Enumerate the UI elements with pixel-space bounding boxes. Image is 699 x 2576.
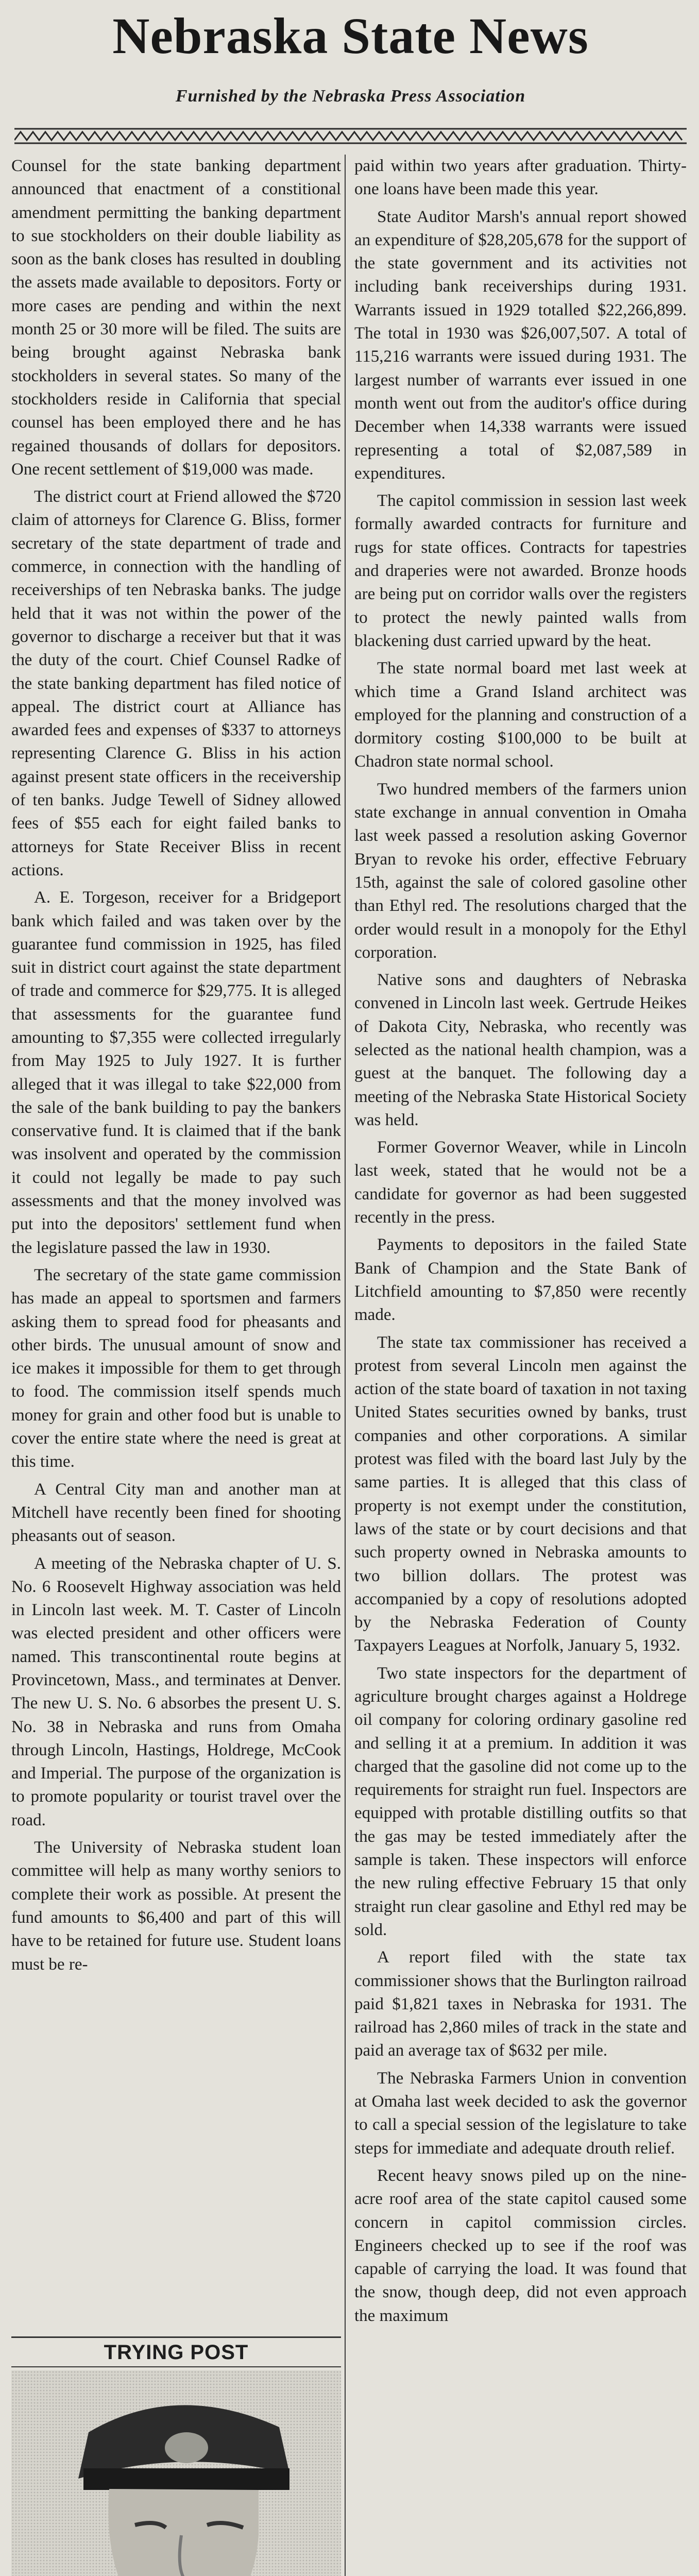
article-highway-association: A meeting of the Nebraska chapter of U. S. No. 6 Roosevelt Highway association was held in Lincoln last week. M. T. Caster of Lincoln was elected president and other officers were named. This transcontinental route begins at Provincetown, Mass., and terminates at Denver. The new U. S. No. 6 absorbes the present U. S. No. 38 in Nebraska and runs from Omaha through Lincoln, Hastings, Holdrege, McCook and Imperial. The purpose of the organization is to promote popularity or tourist travel over the road. xyxy=(11,1554,341,1829)
article-depositor-payments: Payments to depositors in the failed State Bank of Champion and the State Bank of Litchfield amounting to $7,850 were recently made. xyxy=(354,1235,687,1325)
article-gasoline-inspectors: Two state inspectors for the department of agriculture brought charges against a Holdrege oil company for coloring ordinary gasoline red and selling it at a premium. In addition it was charged that the gasoline did not come up to the requirements for straight run fuel. Inspectors are equipped with protable distilling outfits so that the gas may be tested immediately after the sample is taken. These inspectors will enforce the new ruling effective February 15 that only straight run clear gasoline and Ethyl red may be sold. xyxy=(354,1664,687,1939)
ornamental-border xyxy=(14,127,687,145)
article-loans-continued: paid within two years after graduation. Thirty-one loans have been made this year. xyxy=(354,157,687,199)
article-bliss-claim: The district court at Friend allowed the $720 claim of attorneys for Clarence G. Bliss, former secretary of the state department of trade and commerce, in connection with the handling of receiverships of ten Nebraska banks. The judge held that it was not within the power of the governor to discharge a receiver but that it was the duty of the court. Chief Counsel Radke of the state banking department has filed notice of appeal. The district court at Alliance has awarded fees and expenses of $337 to attorneys representing Clarence G. Bliss in his action against present state officers in the receivership of ten banks. Judge Tewell of Sidney allowed fees of $55 each for eight failed banks to attorneys for State Receiver Bliss in recent actions. xyxy=(11,487,341,879)
column-divider xyxy=(345,155,346,2576)
newspaper-subtitle: Furnished by the Nebraska Press Association xyxy=(175,87,526,106)
article-pheasant-fines: A Central City man and another man at Mitchell have recently been fined for shooting pheasants out of season. xyxy=(11,1480,341,1546)
article-torgeson-suit: A. E. Torgeson, receiver for a Bridgeport bank which failed and was taken over by the guarantee fund commission in 1925, has filed suit in district court against the state department of trade and commerce for $29,775. It is alleged that assessments for the guarantee fund amounting to $7,355 were collected irregularly from May 1925 to July 1927. It is further alleged that it was illegal to take $22,000 from the sale of the bank building to pay the bankers conservative fund. It is claimed that if the bank was insolvent and operated by the commission it could not legally be made to pay such assessments and that the money involved was put into the depositors' settlement fund when the legislature passed the law in 1930. xyxy=(11,888,341,1257)
article-burlington-taxes: A report filed with the state tax commissioner shows that the Burlington railroad paid $1,821 taxes in Nebraska for 1931. The railroad has 2,860 miles of track in the state and paid an average tax of $632 per mile. xyxy=(354,1948,687,2060)
right-column xyxy=(354,155,687,2332)
newspaper-title: Nebraska State News xyxy=(112,7,589,64)
article-auditor-report: State Auditor Marsh's annual report showed an expenditure of $28,205,678 for the support of the state government and its activities not including bank receiverships during 1931. Warrants issued in 1929 totalled $22,266,899. The total in 1930 was $26,007,507. A total of 115,216 warrants were issued during 1931. The largest number of warrants ever issued in one month went out from the auditor's office during December when 14,338 warrants were issued representing a total of $2,087,589 in expenditures. xyxy=(354,207,687,483)
photo-box xyxy=(11,2336,341,2576)
article-capitol-commission: The capitol commission in session last week formally awarded contracts for furniture and rugs for state offices. Contracts for tapestries and draperies were not awarded. Bronze hoods are being put on corridor walls over the registers to protect the newly painted walls from blackening dust carried upward by the heat. xyxy=(354,492,687,650)
article-drouth-relief: The Nebraska Farmers Union in convention at Omaha last week decided to ask the governor to call a special session of the legislature to take steps for immediate and adequate drouth relief. xyxy=(354,2069,687,2158)
article-capitol-snow: Recent heavy snows piled up on the nine-acre roof area of the state capitol caused some concern in capitol commission circles. Engineers checked up to see if the roof was capable of carrying the load. It was found that the snow, though deep, did not even approach the maximum xyxy=(354,2166,687,2325)
article-normal-board: The state normal board met last week at which time a Grand Island architect was employed for the planning and construction of a dormitory costing $100,000 to be built at Chadron state normal school. xyxy=(354,659,687,771)
article-bank-stockholders: Counsel for the state banking department announced that enactment of a constitional amendment permitting the banking department to sue stockholders on their double liability as soon as the bank closes has resulted in doubling the assets made available to depositors. Forty or more cases are pending and within the next month 25 or 30 more will be filed. The suits are being brought against Nebraska bank stockholders in several states. So many of the stockholders reside in California that special counsel has been employed there and he has regained thousands of dollars for depositors. One recent settlement of $19,000 was made. xyxy=(11,157,341,479)
article-farmers-union-exchange: Two hundred members of the farmers union state exchange in annual convention in Omaha last week passed a resolution asking Governor Bryan to revoke his order, effective February 15th, against the sale of colored gasoline other than Ethyl red. The resolutions charged that the order would result in a monopoly for the Ethyl corporation. xyxy=(354,779,687,962)
photo-caption: TRYING POST xyxy=(11,2336,341,2367)
portrait-photo xyxy=(11,2370,341,2576)
article-game-commission: The secretary of the state game commission has made an appeal to sportsmen and farmers asking them to spread food for pheasants and other birds. The unusual amount of snow and ice makes it impossible for them to get through to food. The commission itself spends much money for grain and other food but is unable to cover the entire state where the need is great at this time. xyxy=(11,1265,341,1471)
article-student-loans: The University of Nebraska student loan committee will help as many worthy seniors to complete their work as possible. At present the fund amounts to $6,400 and part of this will have to be retained for future use. Student loans must be re- xyxy=(11,1838,341,1974)
article-governor-weaver: Former Governor Weaver, while in Lincoln last week, stated that he would not be a candidate for governor as had been suggested recently in the press. xyxy=(354,1138,687,1227)
article-native-sons: Native sons and daughters of Nebraska convened in Lincoln last week. Gertrude Heikes of Dakota City, Nebraska, who recently was selected as the national health champion, was a guest at the banquet. The following day a meeting of the Nebraska State Historical Society was held. xyxy=(354,971,687,1129)
left-column xyxy=(11,155,341,1980)
article-tax-protest: The state tax commissioner has received a protest from several Lincoln men against the action of the state board of taxation in not taxing United States securities owned by banks, trust companies and other corporations. A similar protest was filed with the board last July by the same parties. It is alleged that this class of property is not exempt under the constitution, laws of the state or by court decisions and that such property owned in Nebraska amounts to two billion dollars. The protest was accompanied by a copy of resolutions adopted by the Nebraska Federation of County Taxpayers Leagues at Norfolk, January 5, 1932. xyxy=(354,1333,687,1655)
